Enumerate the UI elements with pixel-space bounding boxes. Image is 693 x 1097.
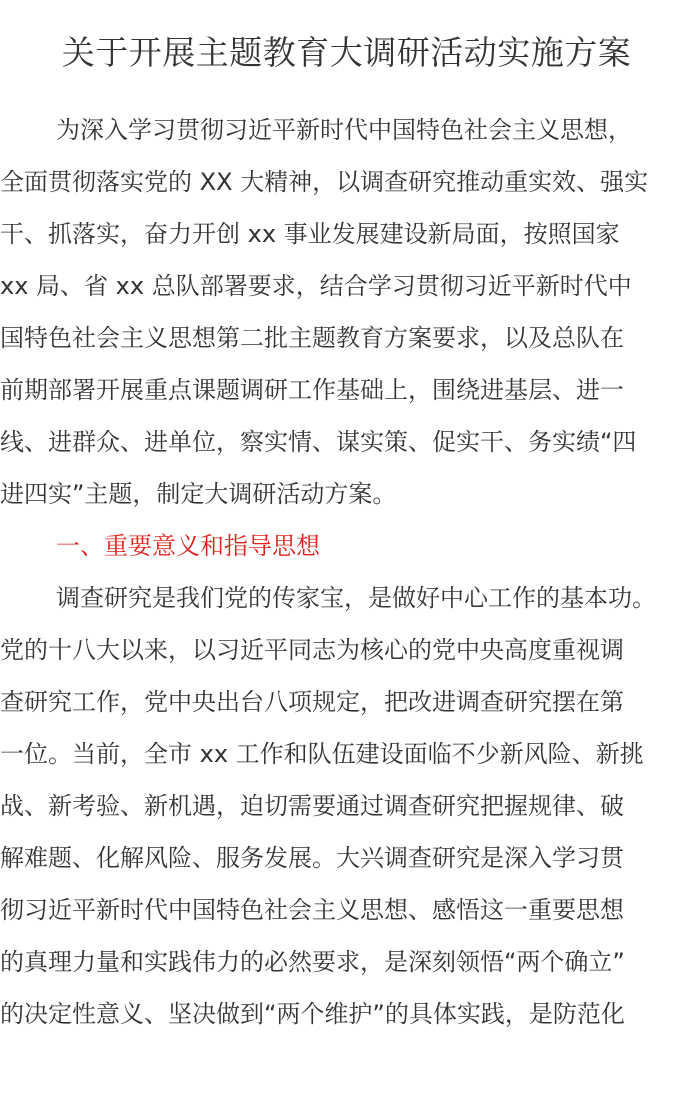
paragraph-line: 国特色社会主义思想第二批主题教育方案要求，以及总队在 — [0, 324, 624, 352]
paragraph-line: 党的十八大以来，以习近平同志为核心的党中央高度重视调 — [0, 636, 624, 664]
section-heading: 一、重要意义和指导思想 — [56, 532, 320, 560]
paragraph-line: 的决定性意义、坚决做到“两个维护”的具体实践，是防范化 — [0, 1000, 625, 1028]
paragraph-line: 干、抓落实，奋力开创 xx 事业发展建设新局面，按照国家 — [0, 220, 620, 248]
paragraph-line: 的真理力量和实践伟力的必然要求，是深刻领悟“两个确立” — [0, 948, 625, 976]
paragraph-line: 进四实”主题，制定大调研活动方案。 — [0, 480, 397, 508]
paragraph-line: 全面贯彻落实党的 XX 大精神，以调查研究推动重实效、强实 — [0, 168, 649, 196]
document-title: 关于开展主题教育大调研活动实施方案 — [61, 33, 632, 72]
paragraph-line: 调查研究是我们党的传家宝，是做好中心工作的基本功。 — [56, 584, 656, 612]
document-body — [0, 104, 693, 1040]
paragraph-line: 战、新考验、新机遇，迫切需要通过调查研究把握规律、破 — [0, 792, 624, 820]
paragraph-line: 前期部署开展重点课题调研工作基础上，围绕进基层、进一 — [0, 376, 624, 404]
paragraph-line: xx 局、省 xx 总队部署要求，结合学习贯彻习近平新时代中 — [0, 272, 632, 300]
paragraph-line: 线、进群众、进单位，察实情、谋实策、促实干、务实绩“四 — [0, 428, 637, 456]
paragraph-line: 彻习近平新时代中国特色社会主义思想、感悟这一重要思想 — [0, 896, 624, 924]
paragraph-line: 查研究工作，党中央出台八项规定，把改进调查研究摆在第 — [0, 688, 624, 716]
paragraph-line: 一位。当前，全市 xx 工作和队伍建设面临不少新风险、新挑 — [0, 740, 644, 768]
paragraph-line: 为深入学习贯彻习近平新时代中国特色社会主义思想， — [56, 116, 632, 144]
paragraph-line: 解难题、化解风险、服务发展。大兴调查研究是深入学习贯 — [0, 844, 624, 872]
